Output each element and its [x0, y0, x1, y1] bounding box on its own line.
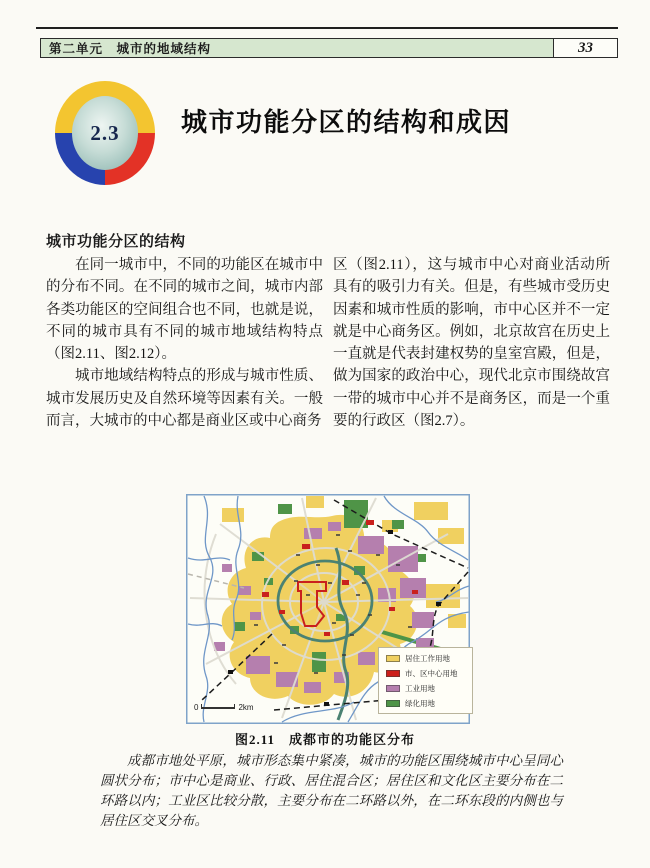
section-title: 城市功能分区的结构和成因 [181, 107, 512, 137]
page-number: 33 [554, 38, 618, 58]
text-column-left [46, 254, 323, 432]
paragraph: 区（图2.11），这与城市中心对商业活动所具有的吸引力有关。但是，有些城市受历史因素和城市性质的影响，市中心区并不一定就是中心商务区。例如，北京故宫在历史上一直就是代表封建权势的皇室宫殿，但是，做为国家的政治中心，现代北京市围绕故宫一带的城市中心并不是商务区，而是一个重要的行政区（图2.7）。 [333, 257, 610, 430]
scale-bar-line [201, 707, 235, 709]
legend-row [386, 653, 466, 664]
paragraph: 在同一城市中，不同的功能区在城市中的分布不同。在不同的城市之间，城市内部各类功能区的空间组合也不同，也就是说，不同的城市具有不同的城市地域结构特点（图2.11、图2.12）。 [46, 257, 323, 363]
page-top-rule [36, 27, 618, 29]
scale-zero-label: 0 [194, 703, 199, 712]
unit-title: 第二单元 城市的地域结构 [40, 38, 554, 58]
paragraph: 城市地域结构特点的形成与城市性质、城市发展历史及自然环境等因素有关。一般而言，大城市的中心都是商业区或中心商务 [46, 368, 323, 430]
legend-row [386, 683, 466, 694]
legend-swatch-residential [386, 655, 400, 662]
figure-caption: 图2.11 成都市的功能区分布 [234, 732, 416, 747]
section-badge [53, 79, 157, 187]
legend-swatch-center [386, 670, 400, 677]
legend-row [386, 698, 466, 709]
legend-swatch-industrial [386, 685, 400, 692]
text-column-right [333, 254, 610, 432]
content-heading: 城市功能分区的结构 [46, 233, 186, 250]
legend-row [386, 668, 466, 679]
section-number: 2.3 [90, 120, 120, 145]
figure-note: 成都市地处平原，城市形态集中紧凑，城市的功能区围绕城市中心呈同心圆状分布；市中心是商业、行政、居住混合区；居住区和文化区主要分布在二环路以内；工业区比较分散，主要分布在二环路以外，在二环东段的内侧也与居住区交叉分布。 [100, 753, 563, 828]
page-header [40, 38, 618, 58]
map-scale-bar [194, 703, 254, 712]
legend-label: 工业用地 [405, 684, 435, 693]
legend-label: 居住工作用地 [405, 654, 450, 663]
map-legend [378, 647, 473, 714]
scale-distance-label: 2km [238, 703, 254, 712]
chengdu-functional-zones-map [186, 494, 470, 724]
legend-swatch-green [386, 700, 400, 707]
legend-label: 市、区中心用地 [405, 669, 458, 678]
legend-label: 绿化用地 [405, 699, 435, 708]
